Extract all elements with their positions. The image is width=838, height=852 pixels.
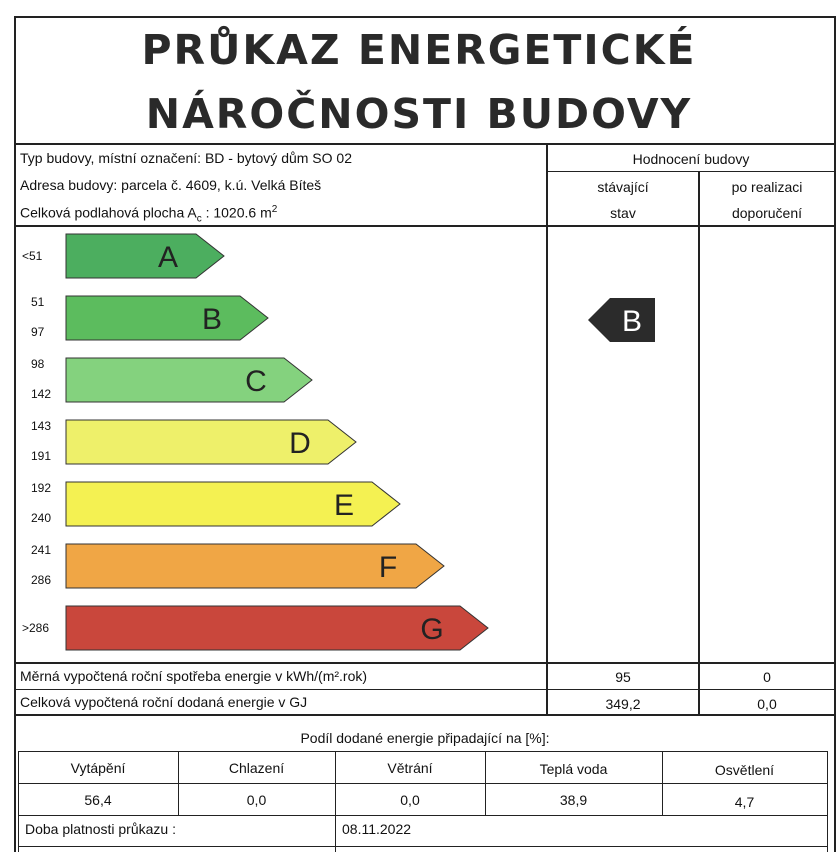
energy-class-letter-e: E [333, 489, 355, 522]
class-c-high: 142 [31, 387, 52, 401]
energy-class-letter-f: F [378, 551, 398, 584]
metric-total-label: Celková vypočtená roční dodaná energie v GJ [20, 694, 308, 710]
energy-class-letter-d: D [289, 427, 311, 460]
share-header-ventilation: Větrání [387, 760, 433, 776]
share-title: Podíl dodané energie připadající na [%]: [300, 730, 550, 746]
share-header-heating: Vytápění [70, 760, 126, 776]
energy-class-arrow-b [66, 296, 268, 340]
floor-area-sup: 2 [271, 204, 278, 215]
class-e-high: 240 [31, 511, 52, 525]
class-d-high: 191 [31, 449, 52, 463]
rating-header-title: Hodnocení budovy [632, 151, 750, 167]
validity-label: Doba platnosti průkazu : [25, 821, 176, 837]
metric-specific-label-tail: .rok) [339, 668, 368, 684]
class-b-high: 97 [31, 325, 45, 339]
floor-area-prefix: Celková podlahová plocha A [20, 204, 197, 221]
energy-class-letter-c: C [245, 365, 267, 398]
share-value-hot-water: 38,9 [559, 792, 588, 808]
class-f-high: 286 [31, 573, 52, 587]
rating-after-label-2: doporučení [731, 205, 803, 221]
current-class-marker [588, 298, 655, 342]
current-class-letter: B [621, 305, 643, 338]
metric-specific-current: 95 [615, 669, 631, 685]
class-c-low: 98 [31, 357, 45, 371]
document-title-line2: NÁROČNOSTI BUDOVY [145, 90, 693, 138]
energy-class-arrow-a [66, 234, 224, 278]
building-type: Typ budovy, místní označení: BD - bytový dům SO 02 [20, 150, 353, 166]
floor-area-value: : 1020.6 m [201, 204, 272, 221]
class-a-low: <51 [22, 249, 43, 263]
share-header-hot-water: Teplá voda [539, 761, 608, 777]
metric-specific-label [20, 669, 367, 683]
rating-current-label-1: stávající [597, 179, 649, 195]
rating-current-label-2: stav [610, 205, 636, 221]
share-value-cooling: 0,0 [246, 792, 267, 808]
metric-total-after: 0,0 [757, 696, 777, 712]
document-title-line1: PRŮKAZ ENERGETICKÉ [141, 26, 697, 74]
metric-specific-label-main: Měrná vypočtená roční spotřeba energie v kWh/(m² [20, 668, 340, 684]
energy-class-letter-a: A [157, 241, 179, 274]
class-f-low: 241 [31, 543, 52, 557]
share-value-heating: 56,4 [84, 792, 112, 808]
energy-class-letter-g: G [420, 613, 444, 646]
building-address: Adresa budovy: parcela č. 4609, k.ú. Velká Bíteš [20, 177, 322, 193]
class-e-low: 192 [31, 481, 52, 495]
validity-date: 08.11.2022 [342, 821, 412, 837]
metric-specific-after: 0 [763, 669, 771, 685]
validity-row [18, 816, 828, 852]
metric-total-current: 349,2 [605, 696, 641, 712]
energy-class-arrow-d [66, 420, 356, 464]
class-g-low: >286 [22, 621, 50, 635]
share-header-cooling: Chlazení [228, 760, 285, 776]
share-header-lighting: Osvětlení [714, 762, 775, 778]
floor-area-sub: c [196, 213, 202, 225]
share-value-ventilation: 0,0 [400, 792, 420, 808]
class-d-low: 143 [31, 419, 52, 433]
energy-class-arrow-c [66, 358, 312, 402]
energy-class-letter-b: B [201, 303, 223, 336]
class-b-low: 51 [31, 295, 45, 309]
share-value-lighting: 4,7 [734, 794, 755, 810]
rating-after-label-1: po realizaci [731, 179, 803, 195]
